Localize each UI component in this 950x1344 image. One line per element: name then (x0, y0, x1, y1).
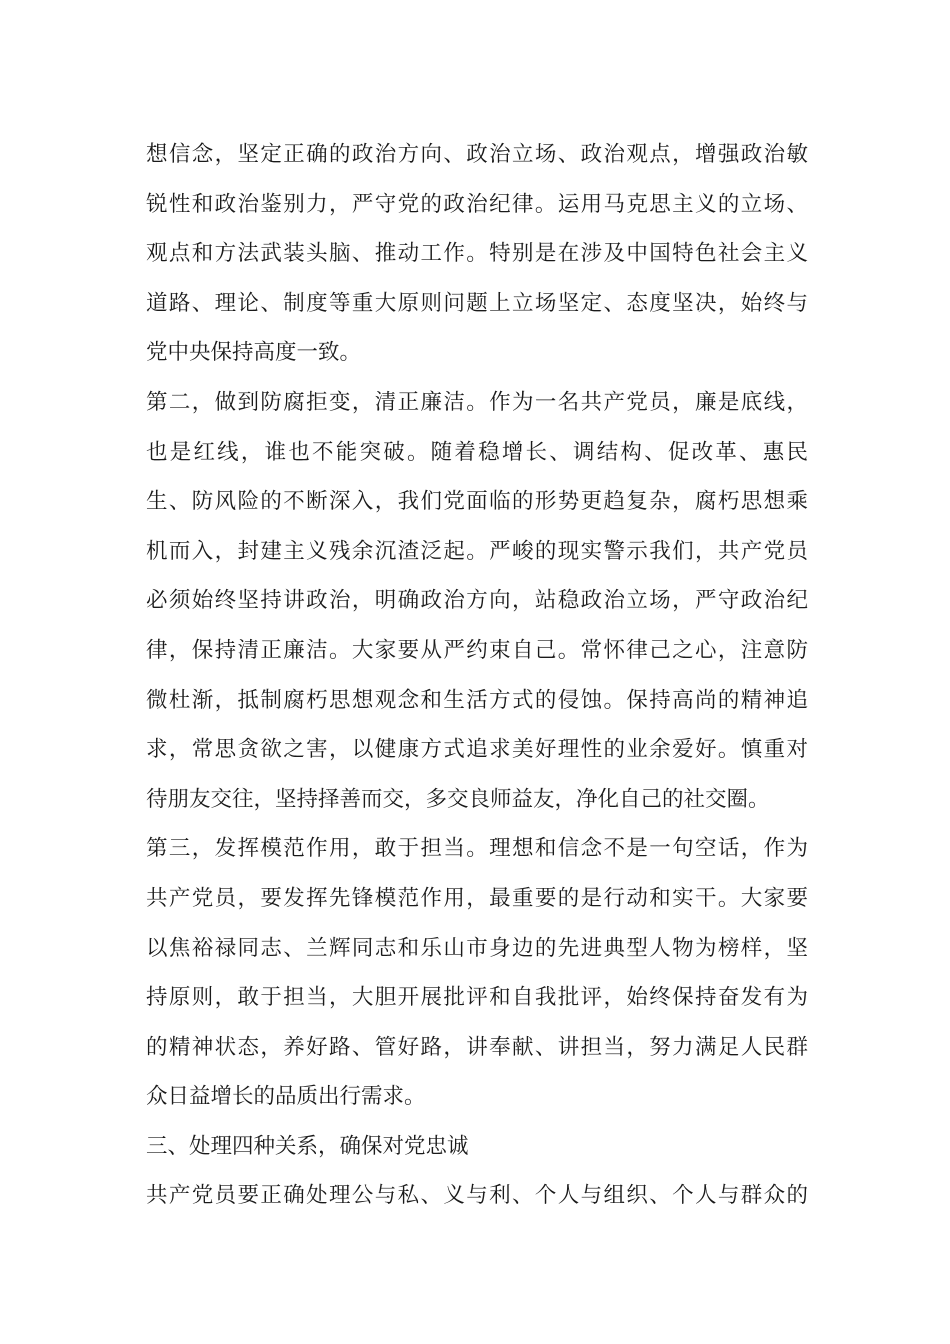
text-line: 以焦裕禄同志、兰辉同志和乐山市身边的先进典型人物为榜样，坚 (146, 935, 808, 961)
text-line: 想信念，坚定正确的政治方向、政治立场、政治观点，增强政治敏 (146, 142, 808, 167)
text-line: 生、防风险的不断深入，我们党面临的形势更趋复杂，腐朽思想乘 (146, 489, 808, 515)
text-line: 道路、理论、制度等重大原则问题上立场坚定、态度坚决，始终与 (146, 290, 808, 316)
text-line: 第三，发挥模范作用，敢于担当。理想和信念不是一句空话，作为 (146, 836, 808, 862)
text-line: 党中央保持高度一致。 (146, 340, 362, 366)
text-line: 三、处理四种关系，确保对党忠诚 (146, 1133, 469, 1159)
text-line: 锐性和政治鉴别力，严守党的政治纪律。运用马克思主义的立场、 (146, 191, 808, 217)
body-text (146, 130, 808, 1221)
text-line: 待朋友交往，坚持择善而交，多交良师益友，净化自己的社交圈。 (146, 786, 770, 812)
text-line: 律，保持清正廉洁。大家要从严约束自己。常怀律己之心，注意防 (146, 637, 808, 663)
text-line: 第二，做到防腐拒变，清正廉洁。作为一名共产党员，廉是底线， (146, 389, 808, 415)
text-line: 的精神状态，养好路、管好路，讲奉献、讲担当，努力满足人民群 (146, 1034, 808, 1060)
text-line: 机而入，封建主义残余沉渣泛起。严峻的现实警示我们，共产党员 (146, 538, 808, 564)
text-line: 共产党员，要发挥先锋模范作用，最重要的是行动和实干。大家要 (146, 885, 808, 911)
text-line: 持原则，敢于担当，大胆开展批评和自我批评，始终保持奋发有为 (146, 985, 808, 1011)
text-line: 也是红线，谁也不能突破。随着稳增长、调结构、促改革、惠民 (146, 439, 808, 465)
text-line: 必须始终坚持讲政治，明确政治方向，站稳政治立场，严守政治纪 (146, 588, 808, 614)
text-line: 共产党员要正确处理公与私、义与利、个人与组织、个人与群众的 (146, 1183, 808, 1209)
text-line: 众日益增长的品质出行需求。 (146, 1084, 426, 1110)
text-line: 微杜渐，抵制腐朽思想观念和生活方式的侵蚀。保持高尚的精神追 (146, 687, 808, 713)
text-line: 观点和方法武装头脑、推动工作。特别是在涉及中国特色社会主义 (146, 241, 808, 267)
text-line: 求，常思贪欲之害，以健康方式追求美好理性的业余爱好。慎重对 (146, 737, 808, 763)
